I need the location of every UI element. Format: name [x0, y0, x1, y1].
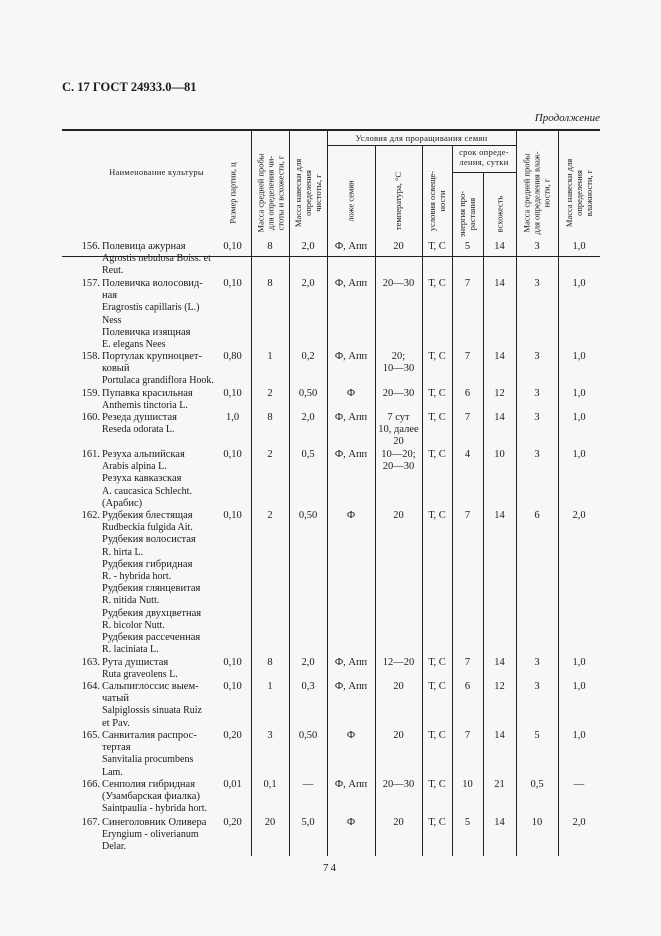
cell-c8: 21 — [494, 779, 505, 790]
crop-name-line: Резуха кавказская — [102, 473, 182, 485]
cell-c1: 0,10 — [223, 681, 242, 692]
crop-name-line: Сенполия гибридная — [102, 779, 196, 790]
cell-c10: 1,0 — [572, 241, 586, 252]
cell-c2: 2 — [267, 510, 273, 521]
header-lighting — [422, 146, 452, 255]
cell-c10: 1,0 — [572, 730, 586, 741]
crop-name-line: Saintpaulia - hybrida hort. — [102, 803, 207, 815]
crop-name-line: Полевичка изящная — [102, 326, 191, 338]
header-line: определения — [303, 170, 314, 216]
cell-c3: 0,2 — [301, 351, 315, 362]
cell-c7: 5 — [464, 241, 471, 252]
row-number: 160. — [81, 412, 100, 423]
cell-c10: 1,0 — [572, 449, 586, 460]
header-moisture-portion-mass — [558, 131, 600, 255]
crop-name-line: R. bicolor Nutt. — [102, 619, 165, 631]
cell-c10: 2,0 — [572, 510, 586, 521]
cell-c1: 0,10 — [223, 388, 242, 399]
header-line: для определения влаж- — [532, 151, 542, 235]
crop-name-line: Sanvitalia procumbens — [102, 754, 194, 766]
row-number: 161. — [81, 449, 100, 460]
crop-name-line: (Узамбарская фиалка) — [102, 791, 200, 803]
crop-name-line: ковый — [102, 363, 130, 375]
header-moisture-sample-mass — [516, 131, 558, 255]
cell-c10: 1,0 — [572, 681, 586, 692]
row-number: 165. — [81, 730, 100, 741]
cell-c4: Ф — [346, 730, 356, 741]
cell-c6: Т, С — [428, 730, 446, 741]
cell-c1: 1,0 — [225, 412, 240, 423]
cell-c5: 20 — [393, 730, 404, 741]
row-number: 163. — [81, 657, 100, 668]
crop-name-line: R. laciniata L. — [102, 644, 159, 656]
header-term-group — [452, 147, 516, 167]
cell-c8: 14 — [494, 412, 505, 423]
header-line: Размер партии, ц — [227, 162, 238, 224]
cell-c4: Ф — [346, 510, 356, 521]
crop-name-line: Reut. — [102, 265, 124, 277]
cell-c9: 3 — [534, 278, 540, 289]
row-number: 156. — [81, 241, 100, 252]
header-temperature — [375, 146, 422, 255]
header-line: температура, °С — [393, 171, 404, 230]
header-line: Масса средней пробы — [522, 153, 532, 233]
header-line: энергия про- — [457, 190, 468, 238]
cell-c4: Ф, Апп — [334, 351, 368, 362]
cell-c9: 3 — [534, 449, 540, 460]
cell-c3: 0,50 — [298, 510, 318, 521]
row-number: 167. — [81, 817, 100, 828]
cell-c2: 3 — [267, 730, 273, 741]
crop-name-line: Пупавка красильная — [102, 388, 193, 399]
crop-name-line: Полевичка волосовид- — [102, 278, 203, 289]
cell-c8: 12 — [494, 388, 505, 399]
cell-c3: 5,0 — [301, 817, 315, 828]
cell-c5: 10—20; 20—30 — [381, 449, 416, 473]
cell-c4: Ф — [346, 817, 356, 828]
crop-name-line: Сальпиглоссис выем- — [102, 681, 199, 692]
crop-name-line: Рудбекия гибридная — [102, 558, 193, 570]
crop-name-line: Agrostis nebulosa Boiss. et — [102, 253, 211, 265]
cell-c10: 1,0 — [572, 351, 586, 362]
cell-c6: Т, С — [428, 388, 446, 399]
cell-c7: 7 — [464, 657, 471, 668]
crop-name-line: Arabis alpina L. — [102, 461, 167, 473]
cell-c3: 2,0 — [301, 657, 315, 668]
header-conditions-group: Условия для проращивания семян — [355, 133, 488, 143]
cell-c1: 0,20 — [223, 817, 242, 828]
cell-c4: Ф, Апп — [334, 412, 368, 423]
crop-name-line: Rudbeckia fulgida Ait. — [102, 522, 193, 534]
crop-name-line: Рудбекия двухцветная — [102, 607, 202, 619]
crop-name-line: Рудбекия глянцевитая — [102, 583, 201, 595]
crop-name-line: R. - hybrida hort. — [102, 571, 172, 583]
header-name: Наименование культуры — [109, 167, 204, 177]
crop-name-line: Резеда душистая — [102, 412, 177, 423]
crop-name-line: ная — [102, 290, 118, 302]
header-line: срок опреде- — [459, 147, 509, 157]
cell-c8: 12 — [494, 681, 505, 692]
cell-c1: 0,01 — [223, 779, 242, 790]
crop-name-line: Reseda odorata L. — [102, 424, 175, 436]
cell-c4: Ф, Апп — [334, 278, 368, 289]
cell-c10: — — [573, 779, 585, 790]
cell-c9: 5 — [534, 730, 540, 741]
cell-c3: — — [302, 779, 314, 790]
cell-c7: 10 — [462, 779, 473, 790]
cell-c7: 4 — [464, 449, 471, 460]
cell-c10: 1,0 — [572, 388, 586, 399]
cell-c6: Т, С — [428, 510, 446, 521]
cell-c1: 0,10 — [223, 241, 242, 252]
cell-c2: 2 — [267, 388, 273, 399]
cell-c4: Ф, Апп — [334, 449, 368, 460]
crop-name-line: Рудбекия блестящая — [102, 510, 193, 521]
header-purity-portion-mass — [289, 131, 327, 255]
page-header: С. 17 ГОСТ 24933.0—81 — [62, 80, 197, 94]
cell-c7: 6 — [464, 388, 471, 399]
crop-name-line: Eragrostis capillaris (L.) — [102, 302, 200, 314]
crop-name-line: Полевица ажурная — [102, 241, 186, 252]
continuation-label: Продолжение — [534, 112, 600, 124]
cell-c6: Т, С — [428, 412, 446, 423]
cell-c5: 20—30 — [382, 278, 415, 289]
cell-c4: Ф, Апп — [334, 681, 368, 692]
header-line: Масса средней пробы — [255, 153, 265, 233]
cell-c6: Т, С — [428, 681, 446, 692]
cell-c6: Т, С — [428, 817, 446, 828]
cell-c6: Т, С — [428, 657, 446, 668]
crop-name-line: Рудбекия рассеченная — [102, 632, 201, 644]
crop-name-line: Ness — [102, 314, 122, 326]
cell-c8: 14 — [494, 351, 505, 362]
cell-c5: 20 — [393, 241, 404, 252]
cell-c8: 14 — [494, 817, 505, 828]
header-lot-size — [214, 131, 251, 255]
cell-c1: 0,10 — [223, 449, 242, 460]
crop-name-line: Санвиталия распрос- — [102, 730, 197, 741]
cell-c3: 2,0 — [301, 412, 315, 423]
crop-name-line: Рута душистая — [102, 657, 169, 668]
cell-c2: 2 — [267, 449, 273, 460]
cell-c2: 1 — [267, 351, 273, 362]
cell-c8: 14 — [494, 278, 505, 289]
cell-c1: 0,10 — [223, 657, 242, 668]
crop-name-line: чатый — [102, 693, 129, 705]
row-number: 157. — [81, 278, 100, 289]
cell-c3: 2,0 — [301, 278, 315, 289]
cell-c10: 1,0 — [572, 278, 586, 289]
header-line: для определения чи- — [265, 155, 275, 231]
header-line: ления, сутки — [459, 157, 509, 167]
header-line: ности — [437, 189, 448, 212]
cell-c6: Т, С — [428, 278, 446, 289]
cell-c2: 8 — [267, 412, 273, 423]
cell-c6: Т, С — [428, 779, 446, 790]
header-line: Масса навески для — [564, 158, 575, 228]
crop-name-line: Portulaca grandiflora Hook. — [102, 375, 214, 387]
crop-name-line: Портулак крупноцвет- — [102, 351, 203, 362]
crop-name-line: A. caucasica Schlecht. — [102, 485, 192, 497]
cell-c6: Т, С — [428, 241, 446, 252]
cell-c1: 0,20 — [223, 730, 242, 741]
row-number: 166. — [81, 779, 100, 790]
header-line: влажности, г — [584, 169, 595, 217]
cell-c10: 1,0 — [572, 412, 586, 423]
cell-c1: 0,80 — [223, 351, 242, 362]
cell-c7: 7 — [464, 351, 471, 362]
crop-name-line: R. hirta L. — [102, 546, 144, 558]
cell-c5: 12—20 — [382, 657, 415, 668]
cell-c1: 0,10 — [223, 510, 242, 521]
header-line: Масса навески для — [293, 158, 304, 228]
crop-name-line: Синеголовник Оливера — [102, 817, 207, 828]
cell-c3: 0,3 — [301, 681, 315, 692]
cell-c9: 3 — [534, 681, 540, 692]
header-line: определения — [574, 170, 585, 216]
cell-c9: 3 — [534, 412, 540, 423]
header-line: ности, г — [542, 178, 552, 208]
row-number: 158. — [81, 351, 100, 362]
cell-c8: 14 — [494, 730, 505, 741]
cell-c10: 2,0 — [572, 817, 586, 828]
crop-name-line: (Арабис) — [102, 497, 143, 509]
crop-name-line: Salpiglossis sinuata Ruiz — [102, 705, 202, 717]
cell-c9: 10 — [531, 817, 543, 828]
cell-c6: Т, С — [428, 449, 446, 460]
cell-c5: 20 — [393, 510, 404, 521]
cell-c9: 3 — [534, 388, 540, 399]
cell-c3: 0,5 — [301, 449, 315, 460]
crop-name-line: R. nitida Nutt. — [102, 595, 160, 607]
cell-c7: 7 — [464, 730, 471, 741]
cell-c10: 1,0 — [572, 657, 586, 668]
crop-name-line: Lam. — [102, 766, 123, 778]
header-line: ложе семян — [346, 179, 356, 222]
cell-c1: 0,10 — [223, 278, 242, 289]
cell-c2: 8 — [267, 241, 273, 252]
cell-c7: 6 — [464, 681, 471, 692]
crop-name-line: E. elegans Nees — [102, 339, 166, 351]
header-seed-bed — [327, 146, 375, 255]
cell-c3: 0,50 — [298, 388, 318, 399]
cell-c9: 3 — [534, 657, 540, 668]
crop-name-line: et Pav. — [102, 717, 130, 729]
header-line: растания — [467, 197, 478, 231]
crop-name-line: Рудбекия волосистая — [102, 534, 196, 546]
cell-c2: 20 — [264, 817, 276, 828]
cell-c2: 1 — [267, 681, 273, 692]
cell-c7: 7 — [464, 510, 471, 521]
cell-c3: 2,0 — [301, 241, 315, 252]
row-number: 164. — [81, 681, 100, 692]
cell-c5: 20 — [393, 817, 404, 828]
crop-name-line: тертая — [102, 742, 131, 754]
cell-c5: 20 — [393, 681, 404, 692]
cell-c3: 0,50 — [298, 730, 318, 741]
cell-c2: 8 — [267, 657, 273, 668]
page-number: 74 — [323, 862, 338, 874]
cell-c5: 20—30 — [382, 388, 415, 399]
cell-c6: Т, С — [428, 351, 446, 362]
crop-name-line: Anthemis tinctoria L. — [102, 400, 188, 412]
cell-c8: 14 — [494, 657, 505, 668]
cell-c5: 20—30 — [382, 779, 415, 790]
crop-name-line: Резуха альпийская — [102, 449, 185, 460]
cell-c5: 7 сут 10, далее 20 — [378, 412, 419, 448]
cell-c9: 0,5 — [530, 779, 544, 790]
cell-c7: 7 — [464, 412, 471, 423]
cell-c9: 3 — [534, 241, 540, 252]
crop-name-line: Eryngium - oliverianum — [102, 829, 199, 841]
cell-c4: Ф, Апп — [334, 657, 368, 668]
cell-c9: 6 — [534, 510, 540, 521]
header-sample-mass — [251, 131, 289, 255]
cell-c2: 0,1 — [263, 779, 277, 790]
cell-c5: 20; 10—30 — [382, 351, 415, 375]
crop-name — [102, 510, 252, 656]
header-line: всхожесть — [494, 195, 505, 233]
cell-c7: 7 — [464, 278, 471, 289]
row-number: 159. — [81, 388, 100, 399]
cell-c7: 5 — [464, 817, 471, 828]
cell-c8: 14 — [494, 241, 505, 252]
crop-name-line: Ruta graveolens L. — [102, 669, 178, 681]
header-line: чистоты, г — [313, 174, 324, 212]
header-line: стоты и всхожести, г — [275, 155, 285, 231]
header-line: условия освеще- — [427, 170, 438, 231]
cell-c8: 14 — [494, 510, 505, 521]
cell-c4: Ф — [346, 388, 356, 399]
cell-c4: Ф, Апп — [334, 241, 368, 252]
cell-c8: 10 — [494, 449, 505, 460]
crop-name-line: Delar. — [102, 841, 127, 853]
cell-c4: Ф, Апп — [334, 779, 368, 790]
row-number: 162. — [81, 510, 100, 521]
cell-c2: 8 — [267, 278, 273, 289]
cell-c9: 3 — [534, 351, 540, 362]
